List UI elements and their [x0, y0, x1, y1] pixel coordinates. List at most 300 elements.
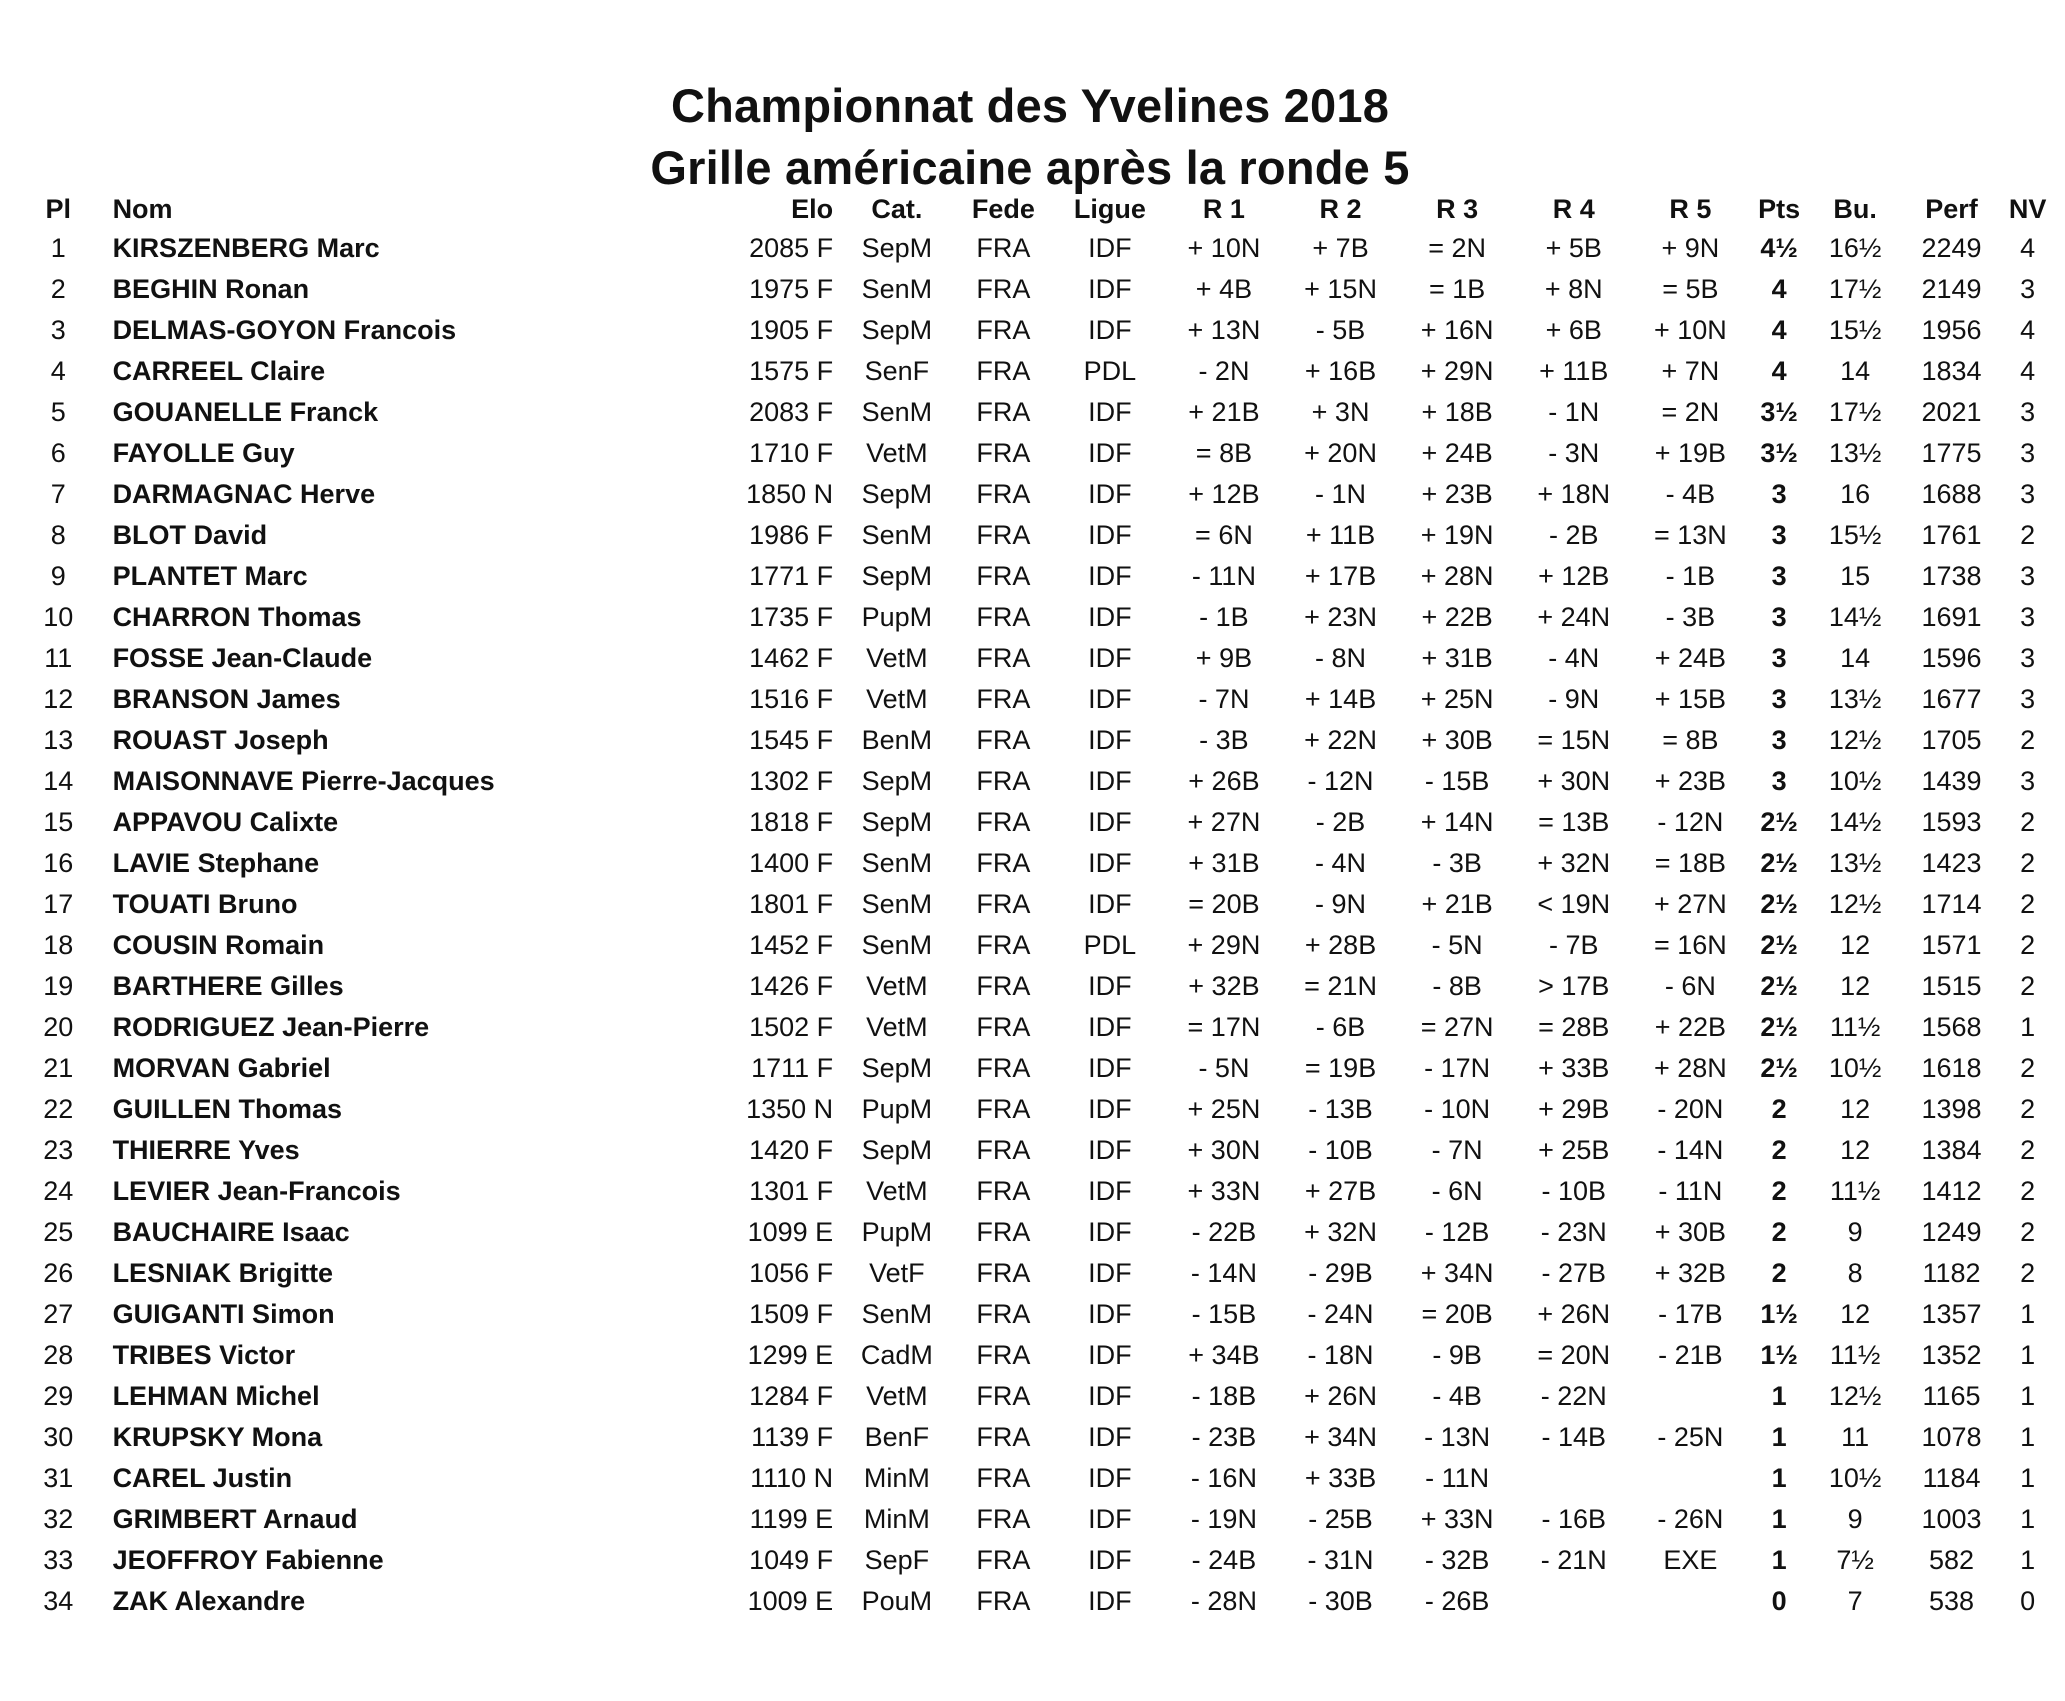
standings-table: [38, 190, 2053, 1622]
cell-round-1: - 5N: [1198, 1053, 1250, 1083]
cell-elo: 1400 F: [749, 848, 834, 878]
cell-category: SepM: [861, 807, 933, 837]
cell-round-3: - 9B: [1432, 1340, 1482, 1370]
column-header-points: Pts: [1758, 194, 1801, 224]
cell-level: 3: [2020, 479, 2036, 509]
cell-performance: 1412: [1921, 1176, 1982, 1206]
cell-round-1: = 6N: [1195, 520, 1253, 550]
cell-points: 1½: [1760, 1340, 1798, 1370]
cell-round-4: + 26N: [1537, 1299, 1611, 1329]
cell-federation: FRA: [976, 930, 1031, 960]
cell-elo: 1420 F: [749, 1135, 834, 1165]
cell-round-1: + 32B: [1188, 971, 1260, 1001]
cell-league: IDF: [1088, 1381, 1132, 1411]
table-row: [38, 966, 2053, 1007]
cell-elo: 1462 F: [749, 643, 834, 673]
cell-name: GUIGANTI Simon: [112, 1299, 335, 1329]
cell-category: SepM: [861, 561, 933, 591]
cell-category: SenM: [861, 520, 933, 550]
cell-federation: FRA: [976, 1012, 1031, 1042]
cell-name: APPAVOU Calixte: [112, 807, 339, 837]
cell-level: 1: [2020, 1340, 2036, 1370]
table-row: [38, 802, 2053, 843]
cell-round-1: - 14N: [1190, 1258, 1257, 1288]
cell-points: 2: [1771, 1258, 1787, 1288]
cell-category: VetM: [866, 1176, 928, 1206]
cell-round-4: + 33B: [1538, 1053, 1610, 1083]
cell-category: VetF: [869, 1258, 925, 1288]
cell-federation: FRA: [976, 1586, 1031, 1616]
cell-name: DELMAS-GOYON Francois: [112, 315, 457, 345]
cell-round-2: = 19B: [1304, 1053, 1377, 1083]
cell-round-1: + 25N: [1187, 1094, 1261, 1124]
cell-place: 22: [43, 1094, 74, 1124]
cell-elo: 1056 F: [749, 1258, 834, 1288]
cell-points: 3: [1771, 479, 1787, 509]
table-row: [38, 310, 2053, 351]
cell-elo: 1099 E: [747, 1217, 834, 1247]
cell-level: 0: [2020, 1586, 2036, 1616]
cell-round-2: + 17B: [1304, 561, 1377, 591]
cell-name: CHARRON Thomas: [112, 602, 362, 632]
cell-round-1: - 19N: [1190, 1504, 1257, 1534]
cell-round-5: + 24B: [1654, 643, 1727, 673]
table-row: [38, 228, 2053, 269]
cell-points: 3: [1771, 725, 1787, 755]
cell-round-4: + 12B: [1538, 561, 1610, 591]
cell-elo: 1426 F: [749, 971, 834, 1001]
cell-category: SenM: [861, 848, 933, 878]
cell-round-5: - 14N: [1657, 1135, 1724, 1165]
cell-performance: 1568: [1921, 1012, 1982, 1042]
cell-level: 2: [2020, 725, 2036, 755]
cell-elo: 1199 E: [749, 1504, 834, 1534]
cell-name: BEGHIN Ronan: [112, 274, 310, 304]
cell-round-4: - 2B: [1549, 520, 1599, 550]
cell-place: 19: [43, 971, 74, 1001]
cell-name: MORVAN Gabriel: [112, 1053, 331, 1083]
cell-points: 1: [1771, 1381, 1787, 1411]
column-header-level: NV: [2008, 194, 2047, 224]
cell-elo: 1049 F: [749, 1545, 834, 1575]
cell-round-1: + 31B: [1188, 848, 1260, 878]
cell-points: 1: [1771, 1545, 1787, 1575]
cell-performance: 1677: [1921, 684, 1982, 714]
cell-performance: 1571: [1921, 930, 1982, 960]
table-body: [38, 228, 2053, 1622]
cell-buchholz: 7½: [1836, 1545, 1874, 1575]
cell-elo: 1850 N: [746, 479, 834, 509]
table-header-row: [38, 190, 2053, 228]
cell-level: 3: [2020, 274, 2036, 304]
cell-place: 14: [43, 766, 74, 796]
cell-round-5: + 7N: [1661, 356, 1720, 386]
cell-round-1: + 21B: [1188, 397, 1260, 427]
cell-round-3: - 8B: [1432, 971, 1482, 1001]
cell-category: VetM: [866, 1381, 928, 1411]
cell-round-2: + 22N: [1304, 725, 1377, 755]
cell-league: PDL: [1083, 356, 1137, 386]
cell-league: IDF: [1088, 766, 1132, 796]
cell-round-3: - 26B: [1424, 1586, 1490, 1616]
cell-points: 2: [1771, 1135, 1787, 1165]
cell-league: IDF: [1088, 274, 1132, 304]
cell-place: 27: [43, 1299, 74, 1329]
cell-performance: 1714: [1921, 889, 1982, 919]
cell-round-1: - 7N: [1198, 684, 1250, 714]
cell-federation: FRA: [976, 438, 1031, 468]
cell-round-2: - 29B: [1308, 1258, 1373, 1288]
cell-buchholz: 7: [1847, 1586, 1863, 1616]
cell-federation: FRA: [976, 356, 1031, 386]
cell-round-2: - 10B: [1308, 1135, 1373, 1165]
cell-round-2: - 12N: [1307, 766, 1374, 796]
column-header-buchholz: Bu.: [1833, 194, 1877, 224]
cell-league: IDF: [1088, 848, 1132, 878]
cell-category: SepM: [861, 1135, 933, 1165]
cell-elo: 1575 F: [749, 356, 834, 386]
cell-league: IDF: [1088, 438, 1132, 468]
cell-place: 3: [50, 315, 66, 345]
cell-level: 3: [2020, 602, 2036, 632]
cell-category: PupM: [861, 1094, 933, 1124]
cell-elo: 1452 F: [749, 930, 834, 960]
table-row: [38, 1294, 2053, 1335]
table-row: [38, 351, 2053, 392]
cell-elo: 1801 F: [749, 889, 834, 919]
cell-name: BARTHERE Gilles: [112, 971, 344, 1001]
cell-elo: 2083 F: [749, 397, 834, 427]
cell-league: IDF: [1088, 1135, 1132, 1165]
cell-round-4: + 24N: [1537, 602, 1611, 632]
cell-name: RODRIGUEZ Jean-Pierre: [112, 1012, 430, 1042]
cell-performance: 2149: [1921, 274, 1982, 304]
cell-round-5: + 27N: [1653, 889, 1727, 919]
cell-elo: 1986 F: [749, 520, 834, 550]
column-header-elo: Elo: [791, 194, 834, 224]
cell-place: 28: [43, 1340, 74, 1370]
cell-round-5: - 3B: [1665, 602, 1716, 632]
cell-federation: FRA: [976, 1217, 1031, 1247]
cell-level: 3: [2020, 397, 2036, 427]
cell-round-1: = 20B: [1188, 889, 1260, 919]
cell-league: IDF: [1088, 1176, 1132, 1206]
cell-round-4: - 16B: [1541, 1504, 1607, 1534]
cell-level: 3: [2020, 561, 2036, 591]
cell-name: BLOT David: [112, 520, 268, 550]
cell-elo: 1301 F: [749, 1176, 834, 1206]
cell-federation: FRA: [976, 1422, 1031, 1452]
cell-performance: 1165: [1922, 1381, 1981, 1411]
table-row: [38, 515, 2053, 556]
column-header-round-2: R 2: [1319, 194, 1362, 224]
cell-round-1: = 8B: [1195, 438, 1253, 468]
cell-name: FOSSE Jean-Claude: [112, 643, 373, 673]
cell-round-3: + 19N: [1420, 520, 1494, 550]
cell-round-3: = 2N: [1428, 233, 1487, 263]
cell-points: 3: [1771, 561, 1787, 591]
cell-elo: 1350 N: [746, 1094, 834, 1124]
cell-buchholz: 10½: [1828, 1053, 1882, 1083]
cell-performance: 1705: [1921, 725, 1982, 755]
cell-points: 3: [1771, 520, 1787, 550]
cell-category: VetM: [866, 643, 928, 673]
cell-round-2: + 32N: [1304, 1217, 1377, 1247]
cell-place: 34: [43, 1586, 74, 1616]
cell-name: GRIMBERT Arnaud: [112, 1504, 358, 1534]
cell-category: VetM: [866, 1012, 928, 1042]
cell-performance: 1249: [1921, 1217, 1982, 1247]
cell-round-3: - 15B: [1424, 766, 1490, 796]
cell-points: 4: [1771, 274, 1787, 304]
cell-round-4: + 6B: [1545, 315, 1602, 345]
cell-round-4: [1515, 1581, 1632, 1622]
cell-performance: 1182: [1922, 1258, 1981, 1288]
cell-round-2: + 15N: [1304, 274, 1377, 304]
cell-round-5: - 21B: [1658, 1340, 1723, 1370]
cell-round-2: - 5B: [1315, 315, 1366, 345]
cell-round-5: = 8B: [1662, 725, 1719, 755]
cell-level: 4: [2020, 233, 2036, 263]
cell-round-4: + 8N: [1544, 274, 1603, 304]
cell-league: IDF: [1088, 725, 1132, 755]
cell-category: VetM: [866, 971, 928, 1001]
cell-level: 2: [2020, 848, 2036, 878]
cell-place: 5: [50, 397, 66, 427]
cell-round-4: = 20N: [1537, 1340, 1611, 1370]
cell-points: 3½: [1760, 438, 1798, 468]
cell-place: 12: [43, 684, 74, 714]
cell-round-2: + 16B: [1304, 356, 1377, 386]
cell-round-2: - 18N: [1307, 1340, 1374, 1370]
cell-league: IDF: [1088, 1012, 1132, 1042]
cell-level: 3: [2020, 684, 2036, 714]
cell-elo: 1299 E: [747, 1340, 834, 1370]
cell-round-3: + 23B: [1421, 479, 1493, 509]
cell-level: 2: [2020, 1135, 2036, 1165]
cell-category: SenM: [861, 1299, 933, 1329]
cell-round-2: + 28B: [1304, 930, 1377, 960]
cell-name: GOUANELLE Franck: [112, 397, 379, 427]
cell-round-5: + 9N: [1661, 233, 1720, 263]
cell-level: 4: [2020, 356, 2036, 386]
cell-buchholz: 12: [1840, 1094, 1871, 1124]
cell-round-3: = 27N: [1420, 1012, 1494, 1042]
cell-round-4: + 11B: [1539, 356, 1609, 386]
cell-elo: 1771 F: [749, 561, 834, 591]
cell-buchholz: 12½: [1828, 889, 1882, 919]
cell-round-3: + 28N: [1420, 561, 1494, 591]
cell-buchholz: 14: [1840, 356, 1871, 386]
table-row: [38, 1212, 2053, 1253]
cell-performance: 1003: [1921, 1504, 1982, 1534]
cell-federation: FRA: [976, 479, 1031, 509]
cell-category: SepF: [864, 1545, 930, 1575]
cell-points: 2½: [1760, 1053, 1798, 1083]
cell-round-2: + 14B: [1304, 684, 1377, 714]
cell-category: PouM: [861, 1586, 933, 1616]
cell-performance: 1352: [1921, 1340, 1982, 1370]
cell-place: 24: [43, 1176, 74, 1206]
cell-round-3: = 1B: [1429, 274, 1486, 304]
cell-league: IDF: [1088, 889, 1132, 919]
cell-round-3: + 22B: [1421, 602, 1493, 632]
cell-place: 17: [43, 889, 74, 919]
cell-round-3: + 18B: [1421, 397, 1493, 427]
cell-round-1: = 17N: [1187, 1012, 1261, 1042]
cell-category: PupM: [861, 602, 933, 632]
cell-elo: 1009 E: [747, 1586, 834, 1616]
cell-round-5: - 25N: [1657, 1422, 1724, 1452]
cell-points: 0: [1771, 1586, 1787, 1616]
cell-category: SenM: [861, 889, 933, 919]
cell-elo: 1545 F: [749, 725, 834, 755]
cell-name: KIRSZENBERG Marc: [112, 233, 380, 263]
cell-round-3: + 30B: [1421, 725, 1493, 755]
cell-level: 1: [2020, 1422, 2036, 1452]
cell-round-2: + 3N: [1311, 397, 1370, 427]
cell-category: SenF: [864, 356, 930, 386]
cell-round-5: + 22B: [1654, 1012, 1727, 1042]
cell-round-1: - 3B: [1199, 725, 1249, 755]
cell-points: 3: [1771, 684, 1787, 714]
cell-buchholz: 17½: [1828, 397, 1882, 427]
cell-points: 4: [1771, 315, 1787, 345]
cell-federation: FRA: [976, 274, 1031, 304]
cell-round-4: < 19N: [1537, 889, 1611, 919]
cell-round-3: - 4B: [1432, 1381, 1482, 1411]
cell-round-2: - 6B: [1315, 1012, 1366, 1042]
cell-round-3: - 6N: [1431, 1176, 1483, 1206]
cell-points: 2½: [1760, 971, 1798, 1001]
cell-level: 2: [2020, 807, 2036, 837]
cell-federation: FRA: [976, 889, 1031, 919]
cell-round-5: EXE: [1663, 1545, 1718, 1575]
cell-level: 1: [2020, 1381, 2036, 1411]
column-header-category: Cat.: [871, 194, 923, 224]
cell-place: 33: [43, 1545, 74, 1575]
cell-league: IDF: [1088, 315, 1132, 345]
table-row: [38, 1171, 2053, 1212]
cell-round-3: - 7N: [1431, 1135, 1483, 1165]
cell-name: DARMAGNAC Herve: [112, 479, 376, 509]
cell-category: SenM: [861, 274, 933, 304]
cell-buchholz: 16: [1840, 479, 1871, 509]
cell-round-2: + 23N: [1304, 602, 1377, 632]
cell-round-2: + 11B: [1305, 520, 1376, 550]
cell-round-5: - 26N: [1657, 1504, 1724, 1534]
cell-round-5: - 11N: [1658, 1176, 1723, 1206]
cell-round-2: - 25B: [1308, 1504, 1373, 1534]
cell-name: BRANSON James: [112, 684, 341, 714]
cell-performance: 1618: [1921, 1053, 1982, 1083]
column-header-round-3: R 3: [1436, 194, 1479, 224]
cell-round-3: - 3B: [1432, 848, 1482, 878]
cell-place: 1: [50, 233, 66, 263]
cell-federation: FRA: [976, 725, 1031, 755]
cell-performance: 1078: [1921, 1422, 1982, 1452]
cell-league: IDF: [1088, 1545, 1132, 1575]
cell-round-4: > 17B: [1538, 971, 1610, 1001]
cell-buchholz: 10½: [1828, 766, 1882, 796]
cell-name: LEVIER Jean-Francois: [112, 1176, 401, 1206]
cell-round-5: - 12N: [1657, 807, 1724, 837]
cell-league: IDF: [1088, 479, 1132, 509]
cell-performance: 1515: [1921, 971, 1982, 1001]
cell-buchholz: 11½: [1829, 1340, 1881, 1370]
cell-elo: 1975 F: [749, 274, 834, 304]
cell-round-3: + 24B: [1421, 438, 1493, 468]
cell-category: SepM: [861, 315, 933, 345]
cell-federation: FRA: [976, 766, 1031, 796]
table-row: [38, 843, 2053, 884]
cell-round-5: - 20N: [1657, 1094, 1724, 1124]
cell-round-4: + 25B: [1538, 1135, 1610, 1165]
cell-buchholz: 12: [1840, 1135, 1871, 1165]
cell-round-1: + 34B: [1188, 1340, 1260, 1370]
cell-name: THIERRE Yves: [112, 1135, 300, 1165]
cell-place: 31: [43, 1463, 74, 1493]
cell-performance: 1761: [1921, 520, 1982, 550]
cell-category: SepM: [861, 479, 933, 509]
cell-category: SepM: [861, 766, 933, 796]
cell-league: IDF: [1088, 1094, 1132, 1124]
cell-federation: FRA: [976, 561, 1031, 591]
cell-federation: FRA: [976, 1299, 1031, 1329]
cell-elo: 2085 F: [749, 233, 834, 263]
cell-points: 4½: [1760, 233, 1798, 263]
cell-round-4: = 28B: [1538, 1012, 1610, 1042]
cell-round-1: + 12B: [1188, 479, 1260, 509]
cell-federation: FRA: [976, 1463, 1031, 1493]
cell-federation: FRA: [976, 848, 1031, 878]
cell-round-3: - 10N: [1424, 1094, 1491, 1124]
cell-round-2: + 7B: [1312, 233, 1369, 263]
cell-buchholz: 10½: [1828, 1463, 1882, 1493]
cell-round-4: - 1N: [1548, 397, 1600, 427]
cell-points: 2½: [1760, 1012, 1798, 1042]
cell-round-5: + 19B: [1654, 438, 1727, 468]
cell-federation: FRA: [976, 1135, 1031, 1165]
cell-category: BenM: [861, 725, 933, 755]
cell-performance: 1834: [1921, 356, 1982, 386]
cell-name: BAUCHAIRE Isaac: [112, 1217, 350, 1247]
cell-name: ROUAST Joseph: [112, 725, 329, 755]
cell-round-4: - 3N: [1548, 438, 1600, 468]
cell-round-1: + 33N: [1187, 1176, 1261, 1206]
cell-name: PLANTET Marc: [112, 561, 308, 591]
cell-league: IDF: [1088, 1217, 1132, 1247]
cell-level: 1: [2020, 1012, 2036, 1042]
cell-round-4: = 13B: [1538, 807, 1610, 837]
cell-buchholz: 16½: [1828, 233, 1882, 263]
cell-league: IDF: [1088, 1586, 1132, 1616]
cell-league: IDF: [1088, 1422, 1132, 1452]
cell-federation: FRA: [976, 1381, 1031, 1411]
cell-points: 1: [1771, 1504, 1787, 1534]
cell-performance: 1593: [1921, 807, 1982, 837]
cell-buchholz: 11½: [1829, 1176, 1881, 1206]
cell-elo: 1818 F: [749, 807, 834, 837]
column-header-round-5: R 5: [1669, 194, 1712, 224]
cell-round-1: + 10N: [1187, 233, 1261, 263]
cell-performance: 1956: [1921, 315, 1982, 345]
cell-performance: 1398: [1921, 1094, 1982, 1124]
cell-round-3: + 16N: [1420, 315, 1494, 345]
cell-elo: 1710 F: [749, 438, 834, 468]
cell-place: 29: [43, 1381, 74, 1411]
cell-buchholz: 14½: [1828, 602, 1882, 632]
